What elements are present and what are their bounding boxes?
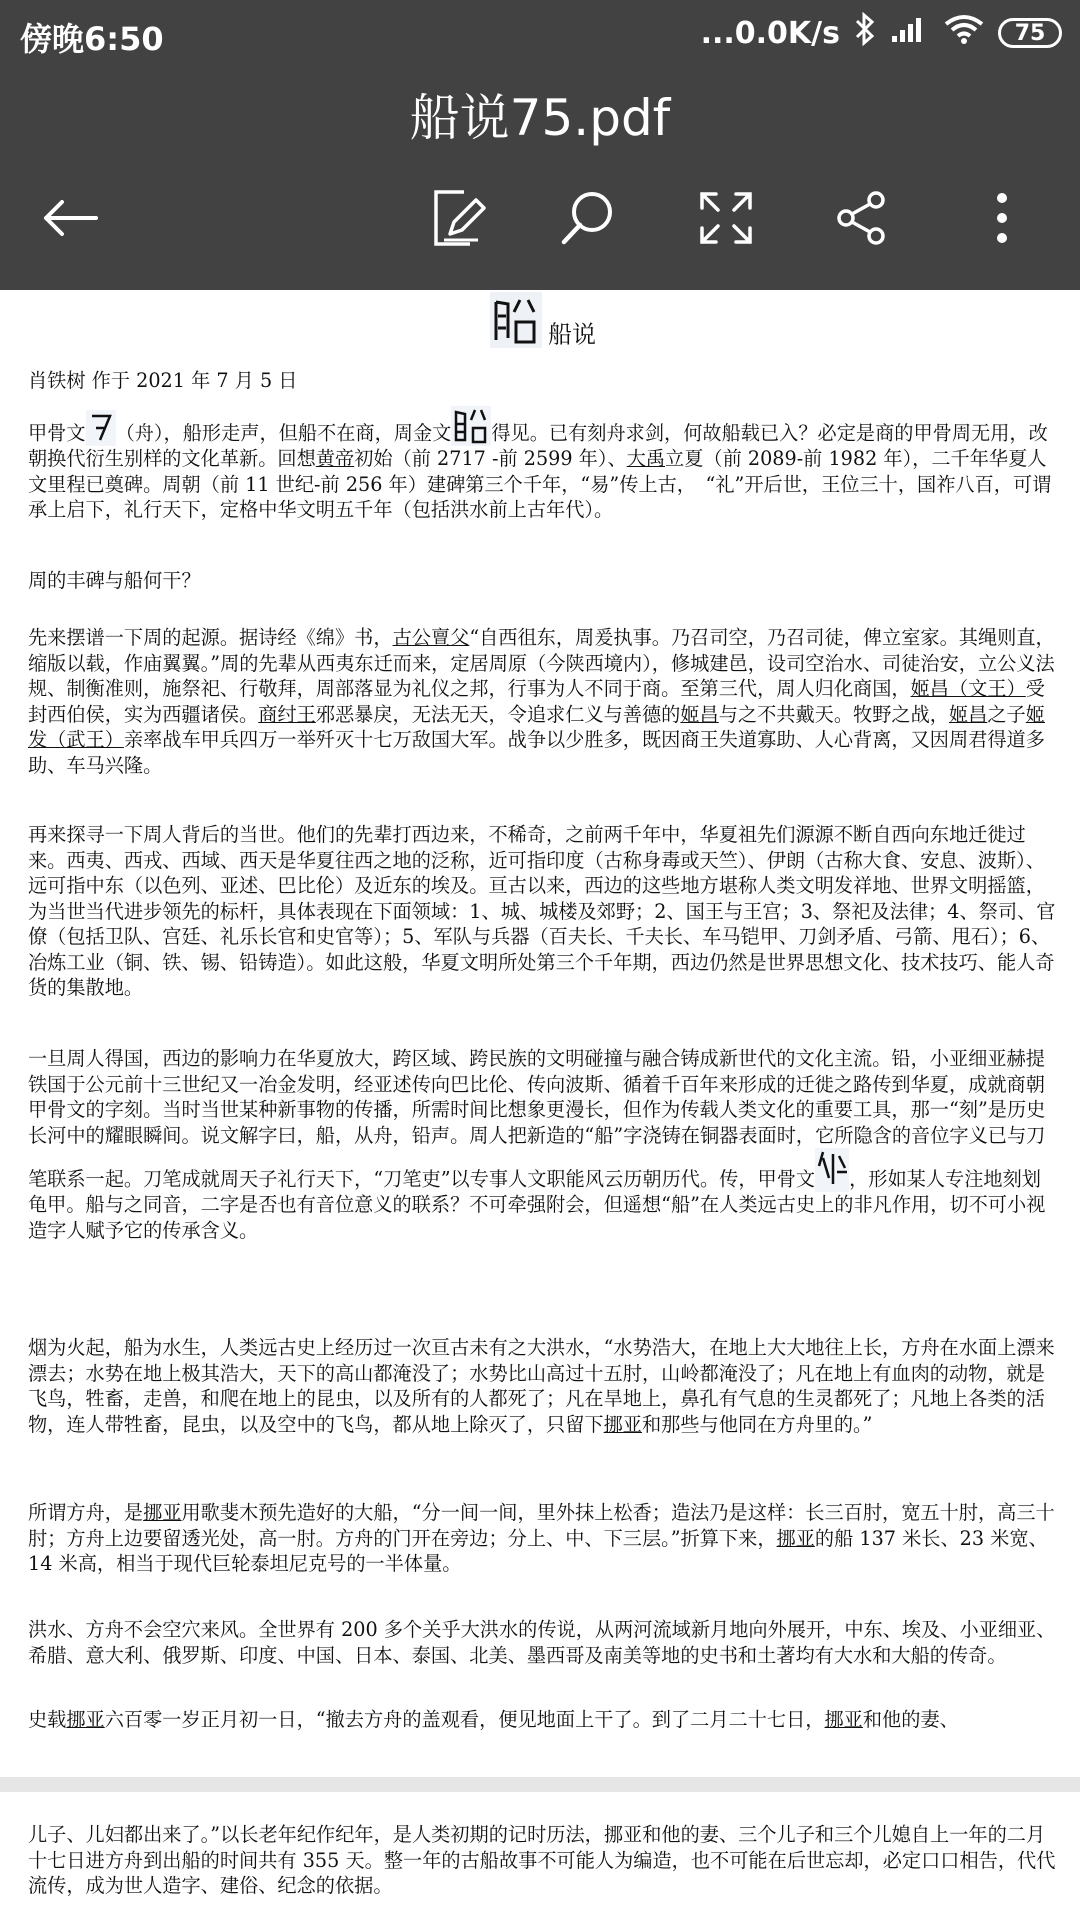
share-icon bbox=[834, 190, 890, 250]
share-button[interactable] bbox=[822, 180, 902, 260]
back-arrow-icon bbox=[40, 198, 100, 242]
app-bar bbox=[0, 0, 1080, 290]
document-title: 船说75.pdf bbox=[409, 89, 671, 147]
pdf-page[interactable] bbox=[0, 290, 1080, 1777]
edit-button[interactable] bbox=[418, 180, 498, 260]
oracle-glyph-icon bbox=[490, 292, 542, 348]
bronze-chuan-glyph-icon bbox=[451, 406, 491, 446]
wifi-icon bbox=[944, 14, 984, 52]
paragraph-6: 烟为火起，船为水生，人类远古史上经历过一次亘古未有之大洪水，“水势浩大，在地上大大地往上长，方舟在水面上漂来漂去；水势在地上极其浩大，天下的高山都淹没了；水势比山高过十五肘，山岭都淹没了；凡在地上有血肉的动物，就是飞鸟，牲畜，走兽，和爬在地上的昆虫，以及所有的人都死了；凡在旱地上，鼻孔有气息的生灵都死了；凡地上各类的活物，连人带牲畜，昆虫，以及空中的飞鸟，都从地上除灭了，只留下挪亚和那些与他同在方舟里的。” bbox=[28, 1336, 1055, 1436]
byline: 肖铁树 作于 2021 年 7 月 5 日 bbox=[28, 369, 298, 392]
paragraph-2: 周的丰碑与船何干？ bbox=[28, 569, 201, 592]
paragraph-5: 一旦周人得国，西边的影响力在华夏放大，跨区域、跨民族的文明碰撞与融合铸成新世代的文化主流。铅，小亚细亚赫提铁国于公元前十三世纪又一冶金发明，经亚述传向巴比伦、传向波斯、循着千百年来形成的迁徙之路传到华夏，成就商朝甲骨文的字刻。当时当世某种新事物的传播，所需时间比想象更漫长，但作为传载人类文化的重要工具，那一“刻”是历史长河中的耀眼瞬间。说文解字曰，船，从舟，铅声。周人把新造的“船”字浇铸在铜器表面时，它所隐含的音位字义已与刀笔联系一起。刀笔成就周天子礼行天下，“刀笔吏”以专事人文职能风云历朝历代。传，甲骨文 ，形如某人专注地刻划龟甲。船与之同音，二字是否也有音位意义的联系？不可牵强附会，但遥想“船”在人类远古史上的非凡作用，切不可小视造字人赋予它的传承含义。 bbox=[28, 1047, 1046, 1242]
edit-icon bbox=[430, 188, 486, 252]
back-button[interactable] bbox=[30, 180, 110, 260]
paragraph-10: 儿子、儿妇都出来了。”以长老年纪作纪年，是人类初期的记时历法，挪亚和他的妻、三个儿子和三个儿媳自上一年的二月十七日进方舟到出船的时间共有 355 天。整一年的古船故事不可能人为编造，也不可能在后世忘却，必定口口相告，代代流传，成为世人造字、建俗、纪念的依据。 bbox=[28, 1823, 1056, 1897]
bluetooth-icon bbox=[854, 12, 876, 54]
paragraph-9: 史载挪亚六百零一岁正月初一日，“撤去方舟的盖观看，便见地面上干了。到了二月二十七日，挪亚和他的妻、 bbox=[28, 1708, 959, 1731]
status-time: 傍晚6:50 bbox=[20, 20, 164, 58]
network-speed: ...0.0K/s bbox=[700, 15, 840, 51]
more-icon bbox=[992, 190, 1012, 250]
fullscreen-icon bbox=[698, 190, 754, 250]
paragraph-8: 洪水、方舟不会空穴来风。全世界有 200 多个关乎大洪水的传说，从两河流域新月地向外展开，中东、埃及、小亚细亚、希腊、意大利、俄罗斯、印度、中国、日本、泰国、北美、墨西哥及南美等地的史书和土著均有大水和大船的传奇。 bbox=[28, 1618, 1056, 1667]
status-bar bbox=[0, 0, 1080, 72]
document-heading bbox=[28, 292, 1058, 348]
paragraph-3: 先来摆谱一下周的起源。据诗经《绵》书，古公亶父“自西徂东，周爰执事。乃召司空，乃召司徒，俾立室家。其绳则直，缩版以载，作庙翼翼。”周的先辈从西夷东迁而来，定居周原（今陕西境内），修城建邑，设司空治水、司徒治安，立公义法规、制衡准则，施祭祀、行敬拜，周部落显为礼仪之邦，行事为人不同于商。至第三代，周人归化商国，姬昌（文王）受封西伯侯，实为西疆诸侯。商纣王邪恶暴戾，无法无天，令追求仁义与善德的姬昌与之不共戴天。牧野之战，姬昌之子姬发（武王）亲率战车甲兵四万一举歼灭十七万敌国大军。战争以少胜多，既因商王失道寡助、人心背离，又因周君得道多助、车马兴隆。 bbox=[28, 626, 1055, 777]
paragraph-4: 再来探寻一下周人背后的当世。他们的先辈打西边来，不稀奇，之前两千年中，华夏祖先们源源不断自西向东地迁徙过来。西夷、西戎、西域、西天是华夏往西之地的泛称，近可指印度（古称身毒或天竺）、伊朗（古称大食、安息、波斯）、远可指中东（以色列、亚述、巴比伦）及近东的埃及。亘古以来，西边的这些地方堪称人类文明发祥地、世界文明摇篮，为当世当代进步领先的标杆，具体表现在下面领域：1、城、城楼及郊野；2、国王与王宫；3、祭祀及法律；4、祭司、官僚（包括卫队、宫廷、礼乐长官和史官等）；5、军队与兵器（百夫长、千夫长、车马铠甲、刀剑矛盾、弓箭、甩石）；6、冶炼工业（铜、铁、锡、铅铸造）。如此这般，华夏文明所处第三个千年期，西边仍然是世界思想文化、技术技巧、能人奇货的集散地。 bbox=[28, 823, 1056, 999]
paragraph-1: 甲骨文 （舟），船形走声，但船不在商，周金文 得见。已有刻舟求剑，何故船载已入？必定是商的甲骨周无用，改朝换代衍生别样的文化革新。回想黄帝初始（前 2717 -前 2599 年）、大禹立夏（前 2089-前 1982 年），二千年华夏人文里程已奠碑。周朝（前 11 世纪-前 256 年）建碑第三个千年，“易”传上古， “礼”开后世，王位三十，国祚八百，可谓承上启下，礼行天下，定格中华文明五千年（包括洪水前上古年代）。 bbox=[28, 406, 1058, 523]
pdf-page-2[interactable] bbox=[0, 1792, 1080, 1920]
toolbar bbox=[0, 180, 1080, 260]
oracle-chuan-glyph-icon bbox=[815, 1148, 849, 1192]
search-button[interactable] bbox=[548, 180, 628, 260]
heading-text: 船说 bbox=[548, 320, 596, 349]
status-right bbox=[701, 12, 1062, 54]
search-icon bbox=[558, 188, 618, 252]
oracle-zhou-glyph-icon bbox=[86, 410, 116, 446]
more-button[interactable] bbox=[962, 180, 1042, 260]
fullscreen-button[interactable] bbox=[686, 180, 766, 260]
paragraph-7: 所谓方舟，是挪亚用歌斐木预先造好的大船，“分一间一间，里外抹上松香；造法乃是这样：长三百肘，宽五十肘，高三十肘；方舟上边要留透光处，高一肘。方舟的门开在旁边；分上、中、下三层。”折算下来，挪亚的船 137 米长、23 米宽、14 米高，相当于现代巨轮泰坦尼克号的一半体量。 bbox=[28, 1501, 1055, 1575]
battery-indicator: 75 bbox=[998, 18, 1062, 48]
signal-icon bbox=[890, 14, 930, 52]
